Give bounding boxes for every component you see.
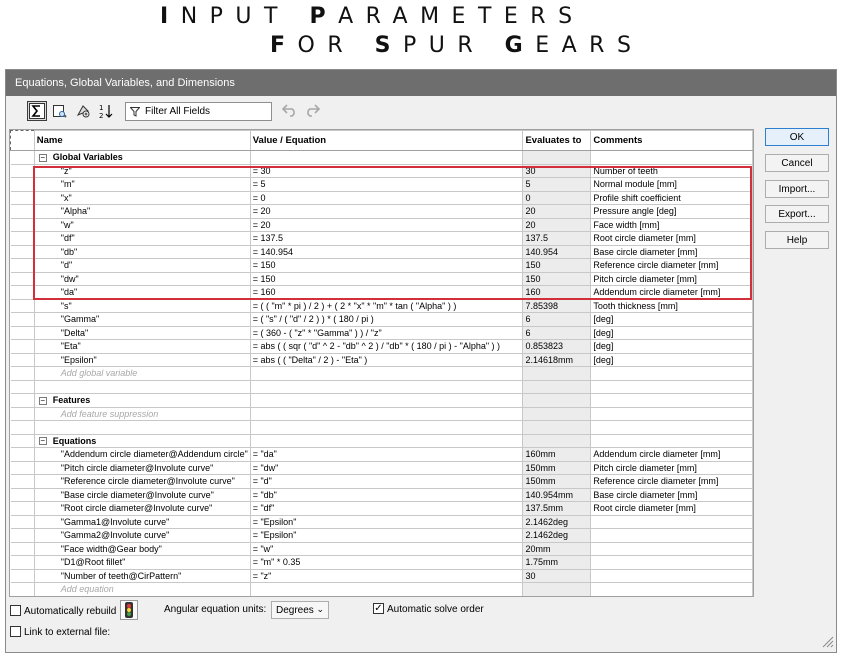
value-cell xyxy=(250,151,523,165)
row-header[interactable] xyxy=(11,299,35,313)
evaluates-cell: 160 xyxy=(523,286,591,300)
value-cell[interactable]: = "Epsilon" xyxy=(250,529,523,543)
row-header[interactable] xyxy=(11,218,35,232)
svg-text:2: 2 xyxy=(99,112,104,119)
name-cell[interactable]: "Gamma1@Involute curve" xyxy=(34,515,250,529)
row-header[interactable] xyxy=(11,245,35,259)
value-cell[interactable]: = 30 xyxy=(250,164,523,178)
table-row[interactable] xyxy=(11,299,753,313)
evaluates-cell: 2.1462deg xyxy=(523,529,591,543)
row-header[interactable] xyxy=(11,515,35,529)
comment-cell[interactable] xyxy=(591,542,753,556)
col-header-evaluates[interactable]: Evaluates to xyxy=(523,131,591,151)
row-header[interactable] xyxy=(11,178,35,192)
row-header[interactable] xyxy=(11,232,35,246)
spacer-row xyxy=(11,421,753,435)
heading-fragment: PUR xyxy=(403,33,505,58)
row-header[interactable] xyxy=(11,205,35,219)
section-row[interactable] xyxy=(11,434,753,448)
heading-line-1 xyxy=(160,4,585,29)
row-header[interactable] xyxy=(11,475,35,489)
value-cell[interactable]: = abs ( ( "Delta" / 2 ) - "Eta" ) xyxy=(250,353,523,367)
table-row[interactable] xyxy=(11,461,753,475)
name-cell[interactable]: "Epsilon" xyxy=(34,353,250,367)
row-header[interactable] xyxy=(11,569,35,583)
table-row[interactable] xyxy=(11,542,753,556)
angular-units-select[interactable] xyxy=(271,601,329,619)
evaluates-cell xyxy=(523,151,591,165)
heading-fragment: ARAMETERS xyxy=(338,4,585,29)
empty-cell xyxy=(523,421,591,435)
table-row[interactable] xyxy=(11,218,753,232)
empty-cell xyxy=(11,421,35,435)
add-row-placeholder[interactable]: Add equation xyxy=(34,583,250,597)
comment-cell xyxy=(591,394,753,408)
comment-cell[interactable] xyxy=(591,583,753,597)
evaluates-cell: 2.1462deg xyxy=(523,515,591,529)
name-cell[interactable]: "Gamma" xyxy=(34,313,250,327)
comment-cell[interactable]: [deg] xyxy=(591,313,753,327)
filter-placeholder: Filter All Fields xyxy=(145,106,211,117)
filter-field[interactable] xyxy=(125,102,272,121)
comment-cell xyxy=(591,434,753,448)
value-cell[interactable]: = "db" xyxy=(250,488,523,502)
name-cell[interactable]: "Delta" xyxy=(34,326,250,340)
comment-cell[interactable]: Profile shift coefficient xyxy=(591,191,753,205)
col-header-comments[interactable]: Comments xyxy=(591,131,753,151)
table-row[interactable] xyxy=(11,232,753,246)
table-row[interactable] xyxy=(11,475,753,489)
table-row[interactable] xyxy=(11,272,753,286)
undo-icon[interactable] xyxy=(282,103,298,117)
evaluates-cell: 30 xyxy=(523,569,591,583)
evaluates-cell: 6 xyxy=(523,313,591,327)
value-cell[interactable]: = "Epsilon" xyxy=(250,515,523,529)
rebuild-status-icon[interactable] xyxy=(120,600,138,620)
dimension-view-icon[interactable] xyxy=(73,101,93,121)
name-cell[interactable]: "db" xyxy=(34,245,250,259)
name-cell[interactable]: "Addendum circle diameter@Addendum circle" xyxy=(34,448,250,462)
auto-solve-label: Automatic solve order xyxy=(387,604,484,615)
sketch-equation-view-icon[interactable] xyxy=(50,101,70,121)
heading-fragment: G xyxy=(504,33,536,58)
name-cell[interactable]: "w" xyxy=(34,218,250,232)
evaluates-cell: 150mm xyxy=(523,461,591,475)
empty-cell xyxy=(591,380,753,394)
table-row[interactable] xyxy=(11,556,753,570)
evaluates-cell xyxy=(523,434,591,448)
chevron-down-icon: ⌄ xyxy=(316,604,324,614)
row-header[interactable] xyxy=(11,542,35,556)
row-header[interactable] xyxy=(11,529,35,543)
section-row[interactable] xyxy=(11,151,753,165)
help-button[interactable]: Help xyxy=(765,231,829,249)
name-cell[interactable]: "m" xyxy=(34,178,250,192)
row-header[interactable] xyxy=(11,191,35,205)
evaluates-cell: 30 xyxy=(523,164,591,178)
comment-cell[interactable]: Reference circle diameter [mm] xyxy=(591,259,753,273)
name-cell[interactable]: "da" xyxy=(34,286,250,300)
table-row[interactable] xyxy=(11,448,753,462)
collapse-icon[interactable]: − xyxy=(40,152,46,162)
resize-grip-icon[interactable] xyxy=(820,634,834,648)
value-cell[interactable] xyxy=(250,407,523,421)
ok-button[interactable]: OK xyxy=(765,128,829,146)
comment-cell[interactable]: Root circle diameter [mm] xyxy=(591,232,753,246)
equation-view-icon[interactable] xyxy=(27,101,47,121)
row-header xyxy=(11,583,35,597)
table-row[interactable] xyxy=(11,164,753,178)
evaluates-cell: 137.5 xyxy=(523,232,591,246)
window-title: Equations, Global Variables, and Dimensions xyxy=(6,70,836,96)
value-cell[interactable]: = "d" xyxy=(250,475,523,489)
comment-cell[interactable]: Normal module [mm] xyxy=(591,178,753,192)
add-row[interactable] xyxy=(11,583,753,597)
cancel-button[interactable]: Cancel xyxy=(765,154,829,172)
add-row-placeholder[interactable]: Add feature suppression xyxy=(34,407,250,421)
spacer-row xyxy=(11,380,753,394)
angular-units-label: Angular equation units: xyxy=(164,604,267,615)
row-header[interactable] xyxy=(11,556,35,570)
row-header[interactable] xyxy=(11,272,35,286)
comment-cell[interactable]: Pressure angle [deg] xyxy=(591,205,753,219)
comment-cell[interactable] xyxy=(591,569,753,583)
table-row[interactable] xyxy=(11,569,753,583)
value-cell[interactable]: = "df" xyxy=(250,502,523,516)
table-row[interactable] xyxy=(11,488,753,502)
heading-fragment: OR xyxy=(297,33,375,58)
comment-cell[interactable]: Pitch circle diameter [mm] xyxy=(591,461,753,475)
comment-cell[interactable] xyxy=(591,407,753,421)
link-external-checkbox[interactable] xyxy=(10,626,21,637)
table-row[interactable] xyxy=(11,326,753,340)
heading-line-2 xyxy=(270,33,643,58)
value-cell[interactable]: = "w" xyxy=(250,542,523,556)
table-row[interactable] xyxy=(11,286,753,300)
row-header xyxy=(11,394,35,408)
row-header xyxy=(11,367,35,381)
evaluates-cell: 137.5mm xyxy=(523,502,591,516)
comment-cell[interactable]: Base circle diameter [mm] xyxy=(591,488,753,502)
ordered-view-icon[interactable] xyxy=(96,101,116,121)
section-row[interactable] xyxy=(11,394,753,408)
name-cell[interactable]: "Eta" xyxy=(34,340,250,354)
row-header[interactable] xyxy=(11,448,35,462)
name-cell[interactable]: "Alpha" xyxy=(34,205,250,219)
empty-cell xyxy=(591,421,753,435)
evaluates-cell: 150mm xyxy=(523,475,591,489)
value-cell[interactable]: = "z" xyxy=(250,569,523,583)
row-header[interactable] xyxy=(11,313,35,327)
row-header xyxy=(11,407,35,421)
evaluates-cell: 6 xyxy=(523,326,591,340)
import-button[interactable]: Import... xyxy=(765,180,829,198)
heading-fragment: I xyxy=(160,4,181,29)
evaluates-cell: 2.14618mm xyxy=(523,353,591,367)
heading-fragment: P xyxy=(309,4,339,29)
section-title: Global Variables xyxy=(52,152,123,163)
name-cell[interactable]: "df" xyxy=(34,232,250,246)
value-cell xyxy=(250,434,523,448)
name-cell[interactable]: "Number of teeth@CirPattern" xyxy=(34,569,250,583)
evaluates-cell: 140.954 xyxy=(523,245,591,259)
value-cell xyxy=(250,394,523,408)
row-header[interactable] xyxy=(11,164,35,178)
row-header[interactable] xyxy=(11,286,35,300)
link-external-label: Link to external file: xyxy=(24,627,111,638)
value-cell[interactable]: = ( 360 - ( "z" * "Gamma" ) ) / "z" xyxy=(250,326,523,340)
value-cell[interactable]: = 0 xyxy=(250,191,523,205)
angular-units-value: Degrees xyxy=(276,605,314,616)
section-title-cell[interactable] xyxy=(34,434,250,448)
value-cell[interactable]: = ( "s" / ( "d" / 2 ) ) * ( 180 / pi ) xyxy=(250,313,523,327)
name-cell[interactable]: "Root circle diameter@Involute curve" xyxy=(34,502,250,516)
name-cell[interactable]: "Pitch circle diameter@Involute curve" xyxy=(34,461,250,475)
section-title-cell[interactable] xyxy=(34,394,250,408)
value-cell[interactable]: = "dw" xyxy=(250,461,523,475)
table-row[interactable] xyxy=(11,353,753,367)
comment-cell[interactable]: Root circle diameter [mm] xyxy=(591,502,753,516)
comment-cell[interactable]: [deg] xyxy=(591,353,753,367)
row-header-corner xyxy=(11,131,35,151)
table-row[interactable] xyxy=(11,259,753,273)
value-cell[interactable]: = 150 xyxy=(250,272,523,286)
name-cell[interactable]: "x" xyxy=(34,191,250,205)
auto-rebuild-label: Automatically rebuild xyxy=(24,606,117,617)
table-row[interactable] xyxy=(11,313,753,327)
value-cell[interactable]: = 140.954 xyxy=(250,245,523,259)
evaluates-cell: 20 xyxy=(523,205,591,219)
empty-cell xyxy=(250,380,523,394)
svg-text:1: 1 xyxy=(99,104,104,112)
table-row[interactable] xyxy=(11,515,753,529)
name-cell[interactable]: "s" xyxy=(34,299,250,313)
evaluates-cell: 0 xyxy=(523,191,591,205)
value-cell[interactable] xyxy=(250,367,523,381)
comment-cell[interactable]: Tooth thickness [mm] xyxy=(591,299,753,313)
evaluates-cell: 150 xyxy=(523,259,591,273)
name-cell[interactable]: "z" xyxy=(34,164,250,178)
add-row[interactable] xyxy=(11,407,753,421)
filter-icon xyxy=(130,107,140,117)
empty-cell xyxy=(250,421,523,435)
add-row[interactable] xyxy=(11,367,753,381)
row-header xyxy=(11,151,35,165)
empty-cell xyxy=(11,380,35,394)
evaluates-cell: 140.954mm xyxy=(523,488,591,502)
value-cell[interactable]: = abs ( ( sqr ( "d" ^ 2 - "db" ^ 2 ) / "db" * ( 180 / pi ) - "Alpha" ) ) xyxy=(250,340,523,354)
equations-dialog xyxy=(5,69,837,653)
row-header[interactable] xyxy=(11,353,35,367)
col-header-value[interactable]: Value / Equation xyxy=(250,131,523,151)
value-cell[interactable]: = 5 xyxy=(250,178,523,192)
value-cell[interactable]: = 137.5 xyxy=(250,232,523,246)
empty-cell xyxy=(34,421,250,435)
export-button[interactable]: Export... xyxy=(765,205,829,223)
name-cell[interactable]: "Face width@Gear body" xyxy=(34,542,250,556)
redo-icon[interactable] xyxy=(304,103,320,117)
heading-fragment: F xyxy=(270,33,298,58)
row-header[interactable] xyxy=(11,488,35,502)
table-row[interactable] xyxy=(11,502,753,516)
name-cell[interactable]: "Reference circle diameter@Involute curve" xyxy=(34,475,250,489)
name-cell[interactable]: "Gamma2@Involute curve" xyxy=(34,529,250,543)
comment-cell[interactable]: Base circle diameter [mm] xyxy=(591,245,753,259)
comment-cell[interactable]: [deg] xyxy=(591,326,753,340)
collapse-icon[interactable]: − xyxy=(40,436,46,446)
evaluates-cell: 0.853823 xyxy=(523,340,591,354)
value-cell[interactable] xyxy=(250,583,523,597)
empty-cell xyxy=(34,380,250,394)
comment-cell[interactable]: Pitch circle diameter [mm] xyxy=(591,272,753,286)
name-cell[interactable]: "d" xyxy=(34,259,250,273)
row-header[interactable] xyxy=(11,326,35,340)
evaluates-cell: 5 xyxy=(523,178,591,192)
evaluates-cell xyxy=(523,367,591,381)
heading-fragment: S xyxy=(374,33,403,58)
name-cell[interactable]: "Base circle diameter@Involute curve" xyxy=(34,488,250,502)
evaluates-cell xyxy=(523,407,591,421)
evaluates-cell: 7.85398 xyxy=(523,299,591,313)
table-row[interactable] xyxy=(11,178,753,192)
comment-cell[interactable]: Addendum circle diameter [mm] xyxy=(591,448,753,462)
comment-cell[interactable]: Addendum circle diameter [mm] xyxy=(591,286,753,300)
evaluates-cell: 150 xyxy=(523,272,591,286)
section-title: Equations xyxy=(52,435,97,446)
comment-cell[interactable] xyxy=(591,367,753,381)
value-cell[interactable]: = "m" * 0.35 xyxy=(250,556,523,570)
comment-cell[interactable] xyxy=(591,515,753,529)
row-header[interactable] xyxy=(11,502,35,516)
heading-fragment: NPUT xyxy=(180,4,310,29)
heading-fragment: EARS xyxy=(535,33,644,58)
row-header[interactable] xyxy=(11,340,35,354)
value-cell[interactable]: = 20 xyxy=(250,205,523,219)
collapse-icon[interactable]: − xyxy=(40,395,46,405)
add-row-placeholder[interactable]: Add global variable xyxy=(34,367,250,381)
value-cell[interactable]: = 20 xyxy=(250,218,523,232)
table-row[interactable] xyxy=(11,340,753,354)
comment-cell[interactable]: Face width [mm] xyxy=(591,218,753,232)
evaluates-cell xyxy=(523,583,591,597)
value-cell[interactable]: = ( ( "m" * pi ) / 2 ) + ( 2 * "x" * "m" * tan ( "Alpha" ) ) xyxy=(250,299,523,313)
comment-cell[interactable] xyxy=(591,529,753,543)
comment-cell[interactable] xyxy=(591,556,753,570)
value-cell[interactable]: = "da" xyxy=(250,448,523,462)
value-cell[interactable]: = 160 xyxy=(250,286,523,300)
value-cell[interactable]: = 150 xyxy=(250,259,523,273)
row-header xyxy=(11,434,35,448)
table-row[interactable] xyxy=(11,205,753,219)
section-title: Features xyxy=(52,395,91,406)
comment-cell[interactable]: [deg] xyxy=(591,340,753,354)
col-header-name[interactable]: Name xyxy=(34,131,250,151)
evaluates-cell: 160mm xyxy=(523,448,591,462)
name-cell[interactable]: "D1@Root fillet" xyxy=(34,556,250,570)
evaluates-cell: 20mm xyxy=(523,542,591,556)
row-header[interactable] xyxy=(11,461,35,475)
auto-solve-checkbox[interactable]: ✓ xyxy=(374,603,383,614)
row-header[interactable] xyxy=(11,259,35,273)
empty-cell xyxy=(523,380,591,394)
section-title-cell[interactable] xyxy=(34,151,250,165)
table-row[interactable] xyxy=(11,245,753,259)
evaluates-cell: 1.75mm xyxy=(523,556,591,570)
name-cell[interactable]: "dw" xyxy=(34,272,250,286)
table-row[interactable] xyxy=(11,191,753,205)
evaluates-cell: 20 xyxy=(523,218,591,232)
evaluates-cell xyxy=(523,394,591,408)
comment-cell[interactable]: Number of teeth xyxy=(591,164,753,178)
comment-cell xyxy=(591,151,753,165)
comment-cell[interactable]: Reference circle diameter [mm] xyxy=(591,475,753,489)
auto-rebuild-checkbox[interactable] xyxy=(10,605,21,616)
table-row[interactable] xyxy=(11,529,753,543)
equations-grid xyxy=(9,129,754,597)
